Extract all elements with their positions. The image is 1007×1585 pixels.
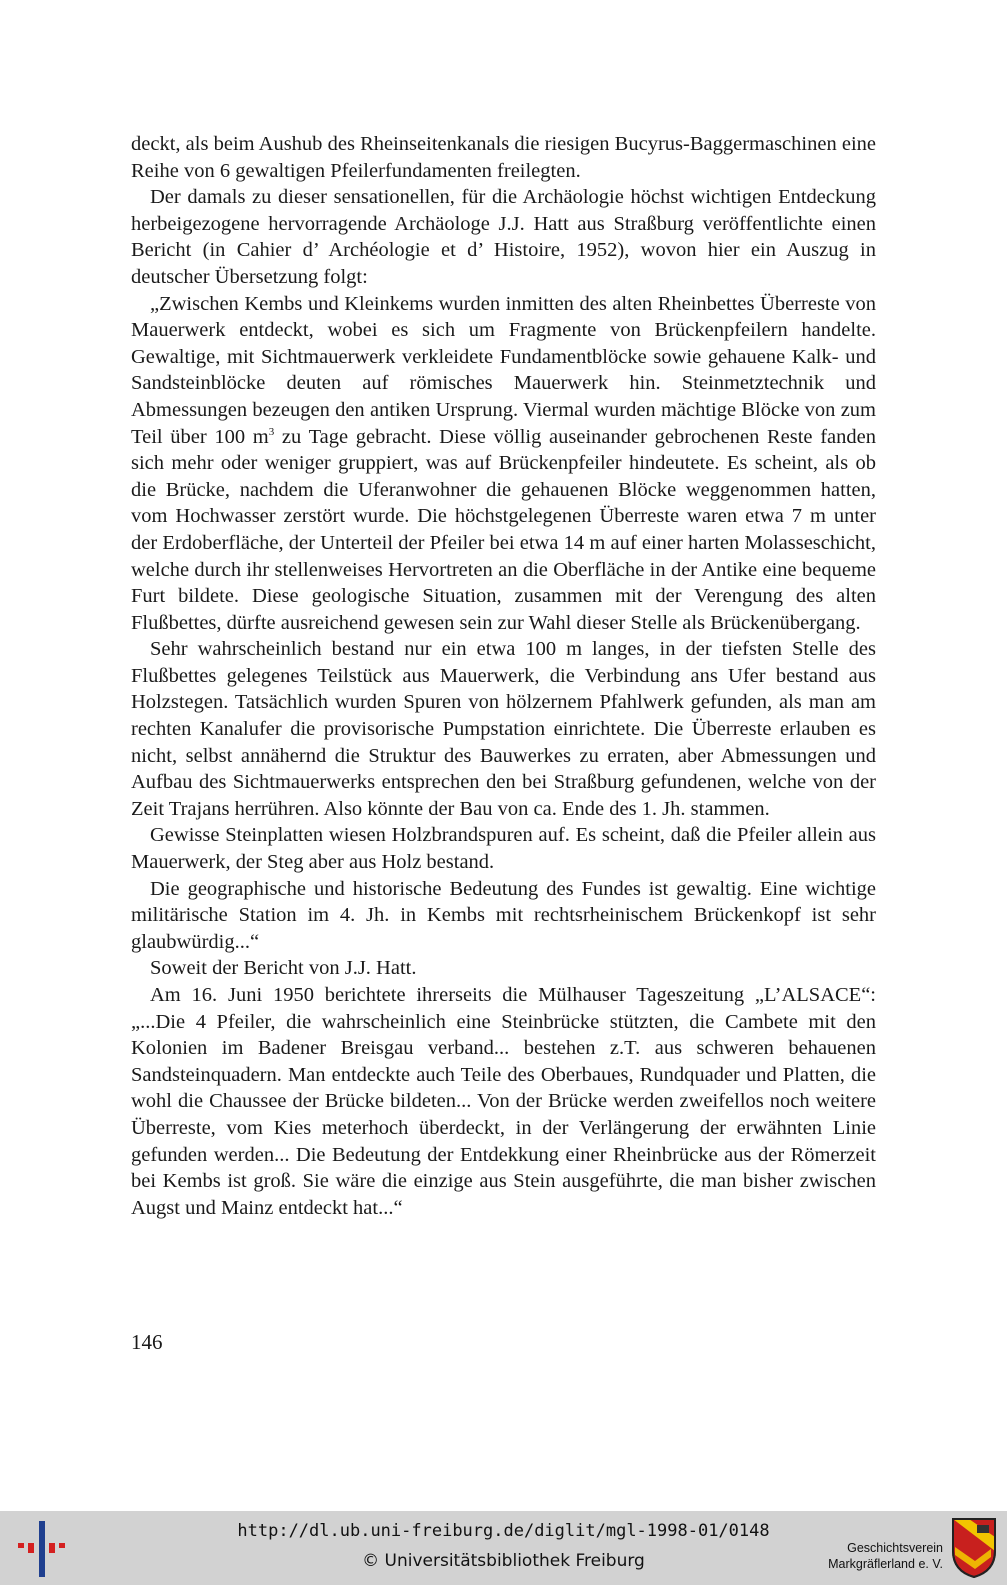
footer-bar	[0, 1511, 1007, 1585]
paragraph: Der damals zu dieser sensationellen, für die Archäologie höchst wichtigen Entdeckung herbeigezogene hervorragende Archäologe J.J. Hatt aus Straßburg veröffentlichte einen Bericht (in Cahier d’ Archéologie et d’ Histoire, 1952), wovon hier ein Auszug in deutscher Übersetzung folgt:	[131, 186, 876, 288]
paragraph-text: zu Tage gebracht. Diese völlig auseinander gebrochenen Reste fanden sich mehr oder weniger gruppiert, was auf Brückenpfeiler hindeutete. Es scheint, als ob die Brücke, nachdem die Uferanwohner die gehauenen Blöcke weggenommen hatten, vom Hochwasser zerstört wurde. Die höchstgelegenen Überreste waren etwa 7 m unter der Erdoberfläche, der Unterteil der Pfeiler bei etwa 14 m auf einer harten Molasseschicht, welche durch ihr stellenweises Hervortreten an die Oberfläche in der Antike eine bequeme Furt bildete. Diese geologische Situation, zusammen mit der Verengung des alten Flußbettes, dürfte ausreichend gewesen sein zur Wahl dieser Stelle als Brückenübergang.	[131, 425, 876, 634]
society-name-line: Geschichtsverein	[847, 1541, 943, 1555]
superscript: 3	[268, 425, 275, 438]
paragraph: Am 16. Juni 1950 berichtete ihrerseits die Mülhauser Tageszeitung „L’ALSACE“: „...Die 4 Pfeiler, die wahrscheinlich eine Steinbrücke stützten, die Cambete mit den Kolonien im Badener Breisgau verband... bestehen z.T. aus schweren behauenen Sandsteinquadern. Man entdeckte auch Teile des Oberbaues, Rundquader und Platten, die wohl die Chaussee der Brücke bildeten... Von der Brücke werden zweifellos noch weitere Überreste, vom Kies meterhoch überdeckt, in der Verlängerung der erwähnten Linie gefunden werden... Die Bedeutung der Entdekkung einer Rheinbrücke aus der Römerzeit bei Kembs ist groß. Sie wäre die einzige aus Stein ausgeführte, die man bisher zwischen Augst und Mainz entdeckt hat...“	[131, 984, 876, 1219]
society-name	[828, 1540, 943, 1572]
copyright-notice: © Universitätsbibliothek Freiburg	[362, 1551, 645, 1571]
paragraph-text: „Zwischen Kembs und Kleinkems wurden inmitten des alten Rheinbettes Überreste von Mauerwerk entdeckt, wobei es sich um Fragmente von Brückenpfeilern handelte. Gewaltige, mit Sichtmauerwerk verkleidete Fundamentblöcke sowie gehauene Kalk- und Sandsteinblöcke deuten auf römisches Mauerwerk hin. Steinmetztechnik und Abmessungen bezeugen den antiken Ursprung. Viermal wurden mächtige Blöcke von zum Teil über 100 m	[131, 292, 876, 448]
paragraph: Die geographische und historische Bedeutung des Fundes ist gewaltig. Eine wichtige militärische Station im 4. Jh. in Kembs mit rechtsrheinischem Brückenkopf ist sehr glaubwürdig...“	[131, 877, 876, 953]
paragraph: Soweit der Bericht von J.J. Hatt.	[150, 957, 417, 980]
page-number: 146	[131, 1330, 163, 1354]
paragraph: Gewisse Steinplatten wiesen Holzbrandspuren auf. Es scheint, daß die Pfeiler allein aus Mauerwerk, der Steg aber aus Holz bestand.	[131, 824, 876, 874]
coat-of-arms-icon	[951, 1517, 997, 1579]
paragraph: Sehr wahrscheinlich bestand nur ein etwa 100 m langes, in der tiefsten Stelle des Flußbettes gelegenes Teilstück aus Mauerwerk, die Verbindung ans Ufer bestand aus Holzstegen. Tatsächlich wurden Spuren von hölzernem Pfahlwerk gefunden, als man am rechten Kanalufer die provisorische Pumpstation einrichtete. Die Überreste erlauben es nicht, selbst annähernd die Struktur des Bauwerkes zu erraten, aber Abmessungen und Aufbau des Sichtmauerwerks entsprechen den bei Straßburg gefundenen, welche von der Zeit Trajans herrühren. Also könnte der Bau von ca. Ende des 1. Jh. stammen.	[131, 638, 876, 820]
source-url-link[interactable]: http://dl.ub.uni-freiburg.de/diglit/mgl-1998-01/0148	[237, 1521, 770, 1541]
society-name-line: Markgräflerland e. V.	[828, 1557, 943, 1571]
body-text	[131, 131, 876, 1221]
quoted-report-paragraph	[131, 291, 876, 637]
paragraph: deckt, als beim Aushub des Rheinseitenkanals die riesigen Bucyrus-Baggermaschinen eine Reihe von 6 gewaltigen Pfeilerfundamenten freilegten.	[131, 133, 876, 182]
